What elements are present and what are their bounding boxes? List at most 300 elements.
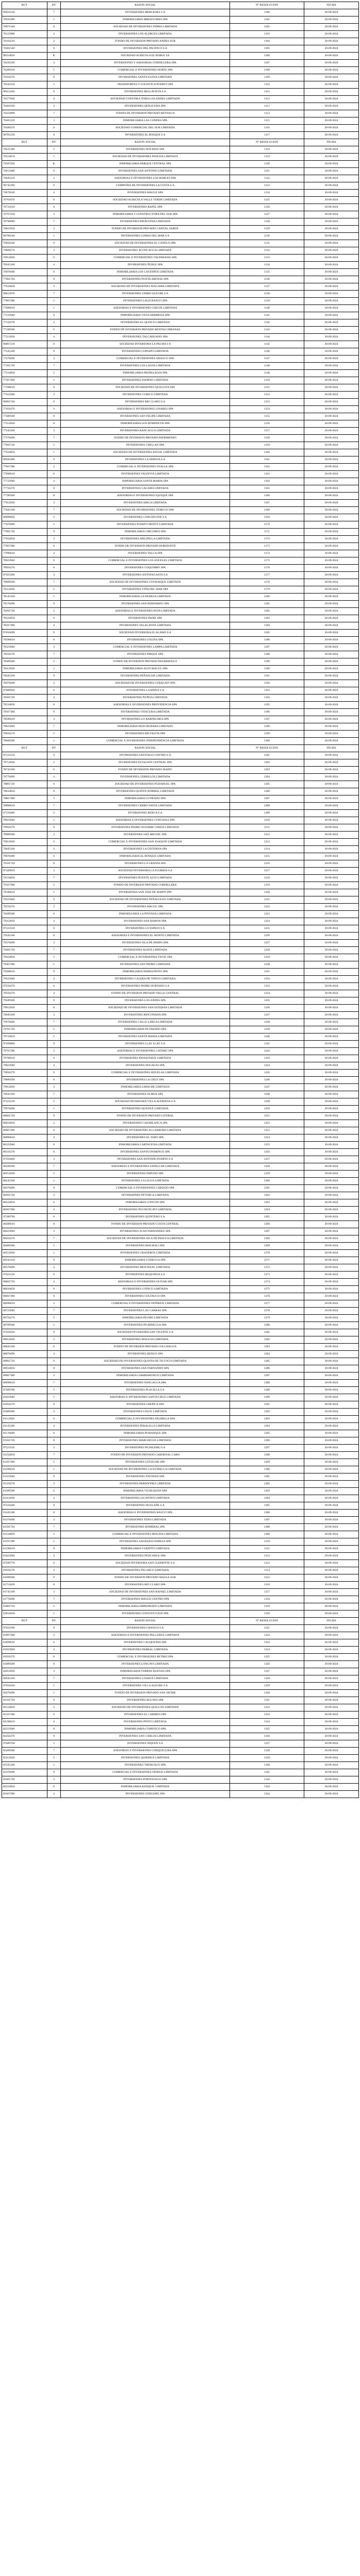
cell-rut: 76465120 xyxy=(2,117,47,125)
cell-razon: INVERSIONES CAUQUENES SPA xyxy=(61,1639,230,1647)
table-row xyxy=(2,96,359,103)
cell-razon: INVERSIONES MAULE CENTRO SPA xyxy=(61,1596,230,1603)
cell-rut: 78801720 xyxy=(2,781,47,788)
cell-dv: 1 xyxy=(47,233,61,240)
table-row xyxy=(2,622,359,630)
cell-fecha: 30-09-2024 xyxy=(304,1365,359,1372)
cell-razon: INMOBILIARIA SANTA MARIA SPA xyxy=(61,478,230,485)
cell-fecha: 30-09-2024 xyxy=(304,1654,359,1661)
cell-rut: 78567380 xyxy=(2,709,47,716)
cell-fecha: 30-09-2024 xyxy=(304,464,359,471)
cell-razon: INMOBILIARIA LOS CASTAÑOS LIMITADA xyxy=(61,269,230,276)
table-row xyxy=(2,1683,359,1690)
cell-nres: 1289 xyxy=(230,1387,304,1394)
cell-razon: SOCIEDAD AGRICOLA VALLE VERDE LIMITADA xyxy=(61,197,230,204)
cell-fecha: 30-09-2024 xyxy=(304,435,359,442)
cell-razon: INVERSIONES PARRAL LIMITADA xyxy=(61,1647,230,1654)
cell-razon: INVERSIONES COQUIMBO SPA xyxy=(61,565,230,572)
cell-razon: INVERSIONES NANCAGUA SPA xyxy=(61,1380,230,1387)
cell-fecha: 30-09-2024 xyxy=(304,45,359,53)
cell-fecha: 30-09-2024 xyxy=(304,81,359,89)
cell-nres: 1120 xyxy=(230,161,304,168)
table-row xyxy=(2,233,359,240)
cell-razon: INVERSIONES ESTACION CENTRAL SPA xyxy=(61,759,230,767)
cell-rut: 81412830 xyxy=(2,1495,47,1502)
cell-nres: 1113 xyxy=(230,103,304,110)
cell-nres: 1197 xyxy=(230,716,304,723)
cell-razon: COMERCIAL E INVERSIONES SAN JOAQUIN LIMITADA xyxy=(61,839,230,846)
cell-rut: 96789140 xyxy=(2,233,47,240)
cell-razon: INVERSIONES PATAGONIA LIMITADA xyxy=(61,218,230,226)
header-dv: DV xyxy=(47,2,61,9)
cell-fecha: 30-09-2024 xyxy=(304,1351,359,1358)
cell-razon: INVERSIONES PADRE HURTADO S A xyxy=(61,983,230,990)
cell-razon: SOCIEDAD DE INVERSIONES QUILLON LIMITADA xyxy=(61,1704,230,1711)
cell-nres: 1236 xyxy=(230,1005,304,1012)
cell-razon: ASESORIAS E INVERSIONES CATEMU SPA xyxy=(61,1048,230,1055)
cell-rut: 82012830 xyxy=(2,1668,47,1675)
cell-razon: INVERSIONES ANTOFAGASTA S A xyxy=(61,572,230,579)
cell-fecha: 30-09-2024 xyxy=(304,175,359,182)
cell-razon: INVERSIONES CHANCO S A xyxy=(61,1625,230,1632)
cell-dv: 7 xyxy=(47,875,61,882)
cell-fecha: 30-09-2024 xyxy=(304,399,359,406)
cell-nres: 1176 xyxy=(230,565,304,572)
cell-fecha: 30-09-2024 xyxy=(304,1098,359,1106)
cell-nres: 1267 xyxy=(230,1228,304,1235)
cell-dv: 0 xyxy=(47,557,61,565)
cell-rut: 76612480 xyxy=(2,168,47,175)
cell-fecha: 30-09-2024 xyxy=(304,1430,359,1437)
cell-rut: 80601720 xyxy=(2,1279,47,1286)
table-row xyxy=(2,1762,359,1769)
cell-razon: INVERSIONES EL TABO SPA xyxy=(61,1134,230,1142)
cell-razon: INVERSIONES SAN PEDRO LIMITADA xyxy=(61,961,230,969)
cell-dv: 3 xyxy=(47,60,61,67)
cell-fecha: 30-09-2024 xyxy=(304,1582,359,1589)
cell-rut: 80301720 xyxy=(2,1192,47,1199)
cell-fecha: 30-09-2024 xyxy=(304,723,359,731)
cell-fecha: 30-09-2024 xyxy=(304,1589,359,1596)
cell-dv: 6 xyxy=(47,45,61,53)
table-row xyxy=(2,846,359,853)
cell-razon: INVERSIONES OSORNO LIMITADA xyxy=(61,377,230,384)
cell-nres: 1308 xyxy=(230,1524,304,1531)
cell-rut: 80901720 xyxy=(2,1358,47,1365)
cell-razon: FONDO DE INVERSION PRIVADO SAN JAVIER xyxy=(61,1690,230,1697)
table-row xyxy=(2,738,359,745)
cell-dv: 3 xyxy=(47,428,61,435)
cell-nres: 1211 xyxy=(230,824,304,832)
cell-fecha: 30-09-2024 xyxy=(304,904,359,911)
cell-fecha: 30-09-2024 xyxy=(304,1257,359,1264)
header-fecha: FECHA xyxy=(304,139,359,146)
cell-dv: 9 xyxy=(47,896,61,904)
cell-dv: 2 xyxy=(47,1192,61,1199)
cell-razon: INVERSIONES BELLAVISTA S A xyxy=(61,89,230,96)
cell-dv: 3 xyxy=(47,1084,61,1091)
cell-fecha: 30-09-2024 xyxy=(304,89,359,96)
header-rut: RUT xyxy=(2,1618,47,1625)
cell-razon: SOCIEDAD DE INVERSIONES SAN RAFAEL LIMITADA xyxy=(61,1589,230,1596)
cell-fecha: 30-09-2024 xyxy=(304,738,359,745)
cell-dv: 4 xyxy=(47,1567,61,1574)
cell-dv: 1 xyxy=(47,889,61,896)
cell-fecha: 30-09-2024 xyxy=(304,1134,359,1142)
cell-rut: 81478490 xyxy=(2,1517,47,1524)
cell-razon: SOCIEDAD DE INVERSIONES SAN ESTEBAN LIMITADA xyxy=(61,1005,230,1012)
table-row xyxy=(2,1711,359,1719)
cell-dv: 3 xyxy=(47,1517,61,1524)
cell-fecha: 30-09-2024 xyxy=(304,1372,359,1380)
table-row xyxy=(2,1632,359,1639)
cell-razon: SOCIEDAD INVERSORA SAN CLEMENTE S A xyxy=(61,1560,230,1567)
table-row xyxy=(2,817,359,824)
cell-nres: 1325 xyxy=(230,1654,304,1661)
cell-dv: 5 xyxy=(47,1315,61,1322)
cell-fecha: 30-09-2024 xyxy=(304,622,359,630)
cell-rut: 81178490 xyxy=(2,1430,47,1437)
cell-dv: 5 xyxy=(47,1531,61,1538)
cell-razon: ASESORIAS E INVERSIONES LINARES SPA xyxy=(61,406,230,413)
cell-nres: 1213 xyxy=(230,839,304,846)
cell-rut: 81145160 xyxy=(2,1423,47,1430)
cell-fecha: 30-09-2024 xyxy=(304,1055,359,1062)
cell-fecha: 30-09-2024 xyxy=(304,521,359,529)
cell-nres: 1287 xyxy=(230,1372,304,1380)
cell-rut: 82345160 xyxy=(2,1762,47,1769)
cell-nres: 1274 xyxy=(230,1279,304,1286)
cell-fecha: 30-09-2024 xyxy=(304,1719,359,1726)
cell-nres: 1102 xyxy=(230,24,304,31)
cell-fecha: 30-09-2024 xyxy=(304,594,359,601)
cell-nres: 1310 xyxy=(230,1538,304,1546)
cell-fecha: 30-09-2024 xyxy=(304,1127,359,1134)
cell-nres: 1133 xyxy=(230,255,304,262)
cell-nres: 1303 xyxy=(230,1488,304,1495)
cell-fecha: 30-09-2024 xyxy=(304,1639,359,1647)
table-row xyxy=(2,1473,359,1481)
cell-dv: 2 xyxy=(47,536,61,543)
cell-rut: 80245160 xyxy=(2,1178,47,1185)
cell-dv: 7 xyxy=(47,1163,61,1171)
cell-razon: INVERSIONES TREHUACO SPA xyxy=(61,1762,230,1769)
cell-dv: 0 xyxy=(47,1502,61,1510)
cell-nres: 1173 xyxy=(230,543,304,550)
cell-dv: 8 xyxy=(47,709,61,716)
cell-dv: 1 xyxy=(47,738,61,745)
cell-rut: 96701250 xyxy=(2,132,47,139)
cell-nres: 1194 xyxy=(230,694,304,702)
cell-dv: 4 xyxy=(47,1134,61,1142)
cell-razon: SOCIEDAD DE INVERSIONES ISLA DE PASCUA LIMITADA xyxy=(61,1235,230,1243)
cell-rut: 76401650 xyxy=(2,103,47,110)
cell-dv: 8 xyxy=(47,933,61,940)
cell-rut: 76645210 xyxy=(2,175,47,182)
table-row xyxy=(2,1380,359,1387)
cell-dv: 0 xyxy=(47,1574,61,1582)
cell-nres: 1202 xyxy=(230,759,304,767)
cell-razon: INVERSIONES SANTA MARIA LIMITADA xyxy=(61,1033,230,1041)
table-row xyxy=(2,428,359,435)
cell-razon: INVERSIONES SAN RAMON SPA xyxy=(61,918,230,925)
cell-razon: INMOBILIARIA COIHUECO SPA xyxy=(61,1726,230,1733)
cell-rut: 76521340 xyxy=(2,146,47,154)
cell-fecha: 30-09-2024 xyxy=(304,1149,359,1156)
cell-rut: 77601720 xyxy=(2,442,47,449)
cell-rut: 78145160 xyxy=(2,594,47,601)
cell-rut: 78590610 xyxy=(2,716,47,723)
cell-razon: INVERSIONES CALAMA LIMITADA xyxy=(61,485,230,493)
cell-dv: 6 xyxy=(47,615,61,622)
cell-fecha: 30-09-2024 xyxy=(304,1748,359,1755)
cell-nres: 1273 xyxy=(230,1272,304,1279)
cell-rut: 82223940 xyxy=(2,1726,47,1733)
cell-rut: 77245160 xyxy=(2,348,47,355)
cell-rut: 78834050 xyxy=(2,788,47,795)
cell-dv: 0 xyxy=(47,702,61,709)
table-row xyxy=(2,1748,359,1755)
cell-dv: 7 xyxy=(47,218,61,226)
cell-fecha: 30-09-2024 xyxy=(304,969,359,976)
cell-fecha: 30-09-2024 xyxy=(304,1726,359,1733)
cell-dv: 2 xyxy=(47,175,61,182)
cell-razon: INVERSIONES PORTEZUELO SPA xyxy=(61,1776,230,1784)
cell-dv: 7 xyxy=(47,1380,61,1387)
cell-fecha: 30-09-2024 xyxy=(304,1625,359,1632)
cell-nres: 1112 xyxy=(230,96,304,103)
cell-rut: 77578490 xyxy=(2,435,47,442)
cell-razon: INVERSIONES CHEPICA SPA xyxy=(61,1401,230,1409)
cell-fecha: 30-09-2024 xyxy=(304,420,359,428)
cell-rut: 97156480 xyxy=(2,810,47,817)
cell-razon: ASESORIAS E INVERSIONES CONCHALI SPA xyxy=(61,817,230,824)
cell-razon: COMERCIAL E INVERSIONES CABILDO SPA xyxy=(61,1185,230,1192)
cell-razon: SOCIEDAD DE INVERSIONES PEHUEN LIMITADA xyxy=(61,154,230,161)
cell-dv: 6 xyxy=(47,1784,61,1791)
cell-nres: 1291 xyxy=(230,1401,304,1409)
table-row xyxy=(2,1401,359,1409)
cell-rut: 79223940 xyxy=(2,896,47,904)
table-row xyxy=(2,694,359,702)
cell-rut: 77301720 xyxy=(2,363,47,370)
table-row xyxy=(2,1358,359,1365)
table-row xyxy=(2,355,359,363)
table-row xyxy=(2,1647,359,1654)
cell-nres: 1151 xyxy=(230,384,304,392)
cell-rut: 78745160 xyxy=(2,767,47,774)
cell-razon: SOCIEDAD INVERSORA LA FLORIDA S A xyxy=(61,868,230,875)
cell-dv: 2 xyxy=(47,464,61,471)
cell-dv: 3 xyxy=(47,868,61,875)
cell-nres: 1334 xyxy=(230,1719,304,1726)
cell-nres: 1171 xyxy=(230,529,304,536)
cell-razon: SOCIEDAD CONSTRUCTORA LOS ANDES LIMITADA xyxy=(61,96,230,103)
cell-nres: 1257 xyxy=(230,1156,304,1163)
cell-rut: 78501720 xyxy=(2,694,47,702)
cell-fecha: 30-09-2024 xyxy=(304,1380,359,1387)
cell-dv: 1 xyxy=(47,377,61,384)
cell-razon: INVERSIONES Y ASESORIAS CORDILLERA SPA xyxy=(61,60,230,67)
cell-nres: 1278 xyxy=(230,1308,304,1315)
table-row xyxy=(2,1791,359,1798)
cell-fecha: 30-09-2024 xyxy=(304,1113,359,1120)
cell-nres: 1281 xyxy=(230,1329,304,1336)
cell-rut: 82078490 xyxy=(2,1690,47,1697)
table-row xyxy=(2,521,359,529)
table-row xyxy=(2,471,359,478)
cell-rut: 76035280 xyxy=(2,16,47,24)
cell-fecha: 30-09-2024 xyxy=(304,1062,359,1070)
cell-rut: 79678490 xyxy=(2,1019,47,1026)
cell-razon: INVERSIONES PANQUEHUE LIMITADA xyxy=(61,1055,230,1062)
cell-nres: 1242 xyxy=(230,1048,304,1055)
cell-razon: INVERSIONES RAPEL SPA xyxy=(61,204,230,211)
cell-fecha: 30-09-2024 xyxy=(304,1084,359,1091)
cell-dv: 5 xyxy=(47,586,61,594)
table-row xyxy=(2,1784,359,1791)
cell-nres: 1106 xyxy=(230,53,304,60)
cell-rut: 97689760 xyxy=(2,1740,47,1748)
cell-dv: 4 xyxy=(47,694,61,702)
cell-dv: 1 xyxy=(47,666,61,673)
cell-fecha: 30-09-2024 xyxy=(304,247,359,255)
cell-fecha: 30-09-2024 xyxy=(304,9,359,16)
cell-fecha: 30-09-2024 xyxy=(304,673,359,680)
cell-razon: INVERSIONES CONCEPCION S A xyxy=(61,514,230,521)
cell-razon: INMOBILIARIA CODEGUA SPA xyxy=(61,1257,230,1264)
cell-razon: INVERSIONES VALDIVIA LIMITADA xyxy=(61,471,230,478)
table-row xyxy=(2,1257,359,1264)
cell-dv: 9 xyxy=(47,384,61,392)
cell-nres: 1290 xyxy=(230,1394,304,1401)
cell-dv: 5 xyxy=(47,954,61,961)
cell-fecha: 30-09-2024 xyxy=(304,53,359,60)
cell-razon: INVERSIONES PUCHUNCAVI LIMITADA xyxy=(61,1207,230,1214)
table-row xyxy=(2,788,359,795)
cell-razon: INVERSIONES LOLOL LIMITADA xyxy=(61,1409,230,1416)
cell-razon: INVERSIONES MACHALI SPA xyxy=(61,1243,230,1250)
cell-razon: FONDO DE INVERSION PRIVADO ANDES SUR xyxy=(61,38,230,45)
cell-nres: 1284 xyxy=(230,1351,304,1358)
cell-nres: 1166 xyxy=(230,493,304,500)
cell-rut: 97556440 xyxy=(2,1502,47,1510)
cell-nres: 1182 xyxy=(230,608,304,615)
cell-razon: INVERSIONES JUAN FERNANDEZ SPA xyxy=(61,1228,230,1235)
cell-nres: 1337 xyxy=(230,1740,304,1748)
cell-rut: 77934050 xyxy=(2,536,47,543)
cell-dv: 3 xyxy=(47,211,61,218)
table-row xyxy=(2,1207,359,1214)
cell-nres: 1342 xyxy=(230,1776,304,1784)
cell-nres: 1128 xyxy=(230,218,304,226)
table-row xyxy=(2,1012,359,1019)
table-row xyxy=(2,1120,359,1127)
cell-nres: 1296 xyxy=(230,1437,304,1445)
cell-rut: 77278490 xyxy=(2,355,47,363)
cell-nres: 1121 xyxy=(230,168,304,175)
table-row xyxy=(2,1546,359,1553)
cell-dv: 8 xyxy=(47,1221,61,1228)
cell-fecha: 30-09-2024 xyxy=(304,182,359,190)
cell-rut: 76377820 xyxy=(2,96,47,103)
cell-dv: 6 xyxy=(47,983,61,990)
table-row xyxy=(2,795,359,803)
header-rut: RUT xyxy=(2,2,47,9)
table-row xyxy=(2,1026,359,1033)
cell-razon: INMOBILIARIA LIMACHE LIMITADA xyxy=(61,1084,230,1091)
cell-dv: 7 xyxy=(47,110,61,117)
cell-razon: INVERSIONES LA CRUZ SPA xyxy=(61,1077,230,1084)
cell-dv: 9 xyxy=(47,1113,61,1120)
cell-razon: INMOBILIARIA CHICUREO SPA xyxy=(61,529,230,536)
cell-dv: 4 xyxy=(47,990,61,997)
table-row xyxy=(2,377,359,384)
cell-fecha: 30-09-2024 xyxy=(304,1697,359,1704)
cell-razon: INVERSIONES VIÑA DEL MAR SPA xyxy=(61,586,230,594)
cell-fecha: 30-09-2024 xyxy=(304,1416,359,1423)
cell-fecha: 30-09-2024 xyxy=(304,767,359,774)
cell-nres: 1220 xyxy=(230,889,304,896)
cell-razon: INVERSIONES RINCONADA SPA xyxy=(61,1012,230,1019)
cell-razon: INVERSIONES PICHIDEGUA SPA xyxy=(61,1322,230,1329)
cell-dv: 8 xyxy=(47,24,61,31)
cell-rut: 77034050 xyxy=(2,283,47,291)
cell-rut: 80878490 xyxy=(2,1351,47,1358)
header-dv: DV xyxy=(47,745,61,752)
cell-dv: 4 xyxy=(47,622,61,630)
cell-fecha: 30-09-2024 xyxy=(304,125,359,132)
table-row xyxy=(2,103,359,110)
cell-rut: 78356270 xyxy=(2,651,47,658)
cell-razon: INVERSIONES LOMAS DEL MAR S A xyxy=(61,233,230,240)
cell-dv: 2 xyxy=(47,1264,61,1272)
cell-nres: 1114 xyxy=(230,110,304,117)
cell-rut: 97523110 xyxy=(2,1445,47,1452)
cell-nres: 1109 xyxy=(230,74,304,81)
table-row xyxy=(2,247,359,255)
cell-razon: ASESORIAS E INVERSIONES PROVIDENCIA SPA xyxy=(61,702,230,709)
cell-dv: 7 xyxy=(47,579,61,586)
cell-dv: 8 xyxy=(47,1733,61,1740)
cell-razon: INVERSIONES NIQUEN S A xyxy=(61,1740,230,1748)
cell-fecha: 30-09-2024 xyxy=(304,1690,359,1697)
cell-rut: 76071540 xyxy=(2,24,47,31)
cell-razon: SOCIEDAD DE INVERSIONES ANGOL LIMITADA xyxy=(61,449,230,456)
table-row xyxy=(2,435,359,442)
cell-fecha: 30-09-2024 xyxy=(304,666,359,673)
cell-nres: 1286 xyxy=(230,1365,304,1372)
cell-rut: 96945280 xyxy=(2,456,47,464)
cell-nres: 1233 xyxy=(230,983,304,990)
cell-fecha: 30-09-2024 xyxy=(304,1675,359,1683)
cell-rut: 77090610 xyxy=(2,305,47,312)
cell-razon: INVERSIONES SAN ANTONIO LIMITADA xyxy=(61,168,230,175)
cell-nres: 1328 xyxy=(230,1675,304,1683)
cell-nres: 1140 xyxy=(230,305,304,312)
cell-razon: INVERSIONES EL QUISCO LIMITADA xyxy=(61,319,230,327)
cell-razon: INVERSIONES MACUL SPA xyxy=(61,904,230,911)
cell-nres: 1167 xyxy=(230,500,304,507)
cell-fecha: 30-09-2024 xyxy=(304,442,359,449)
cell-dv: 9 xyxy=(47,1257,61,1264)
cell-fecha: 30-09-2024 xyxy=(304,781,359,788)
cell-dv: 0 xyxy=(47,1286,61,1293)
cell-razon: INMOBILIARIA LAS CONDES SPA xyxy=(61,117,230,125)
table-row xyxy=(2,240,359,247)
cell-fecha: 30-09-2024 xyxy=(304,1207,359,1214)
cell-nres: 1156 xyxy=(230,420,304,428)
